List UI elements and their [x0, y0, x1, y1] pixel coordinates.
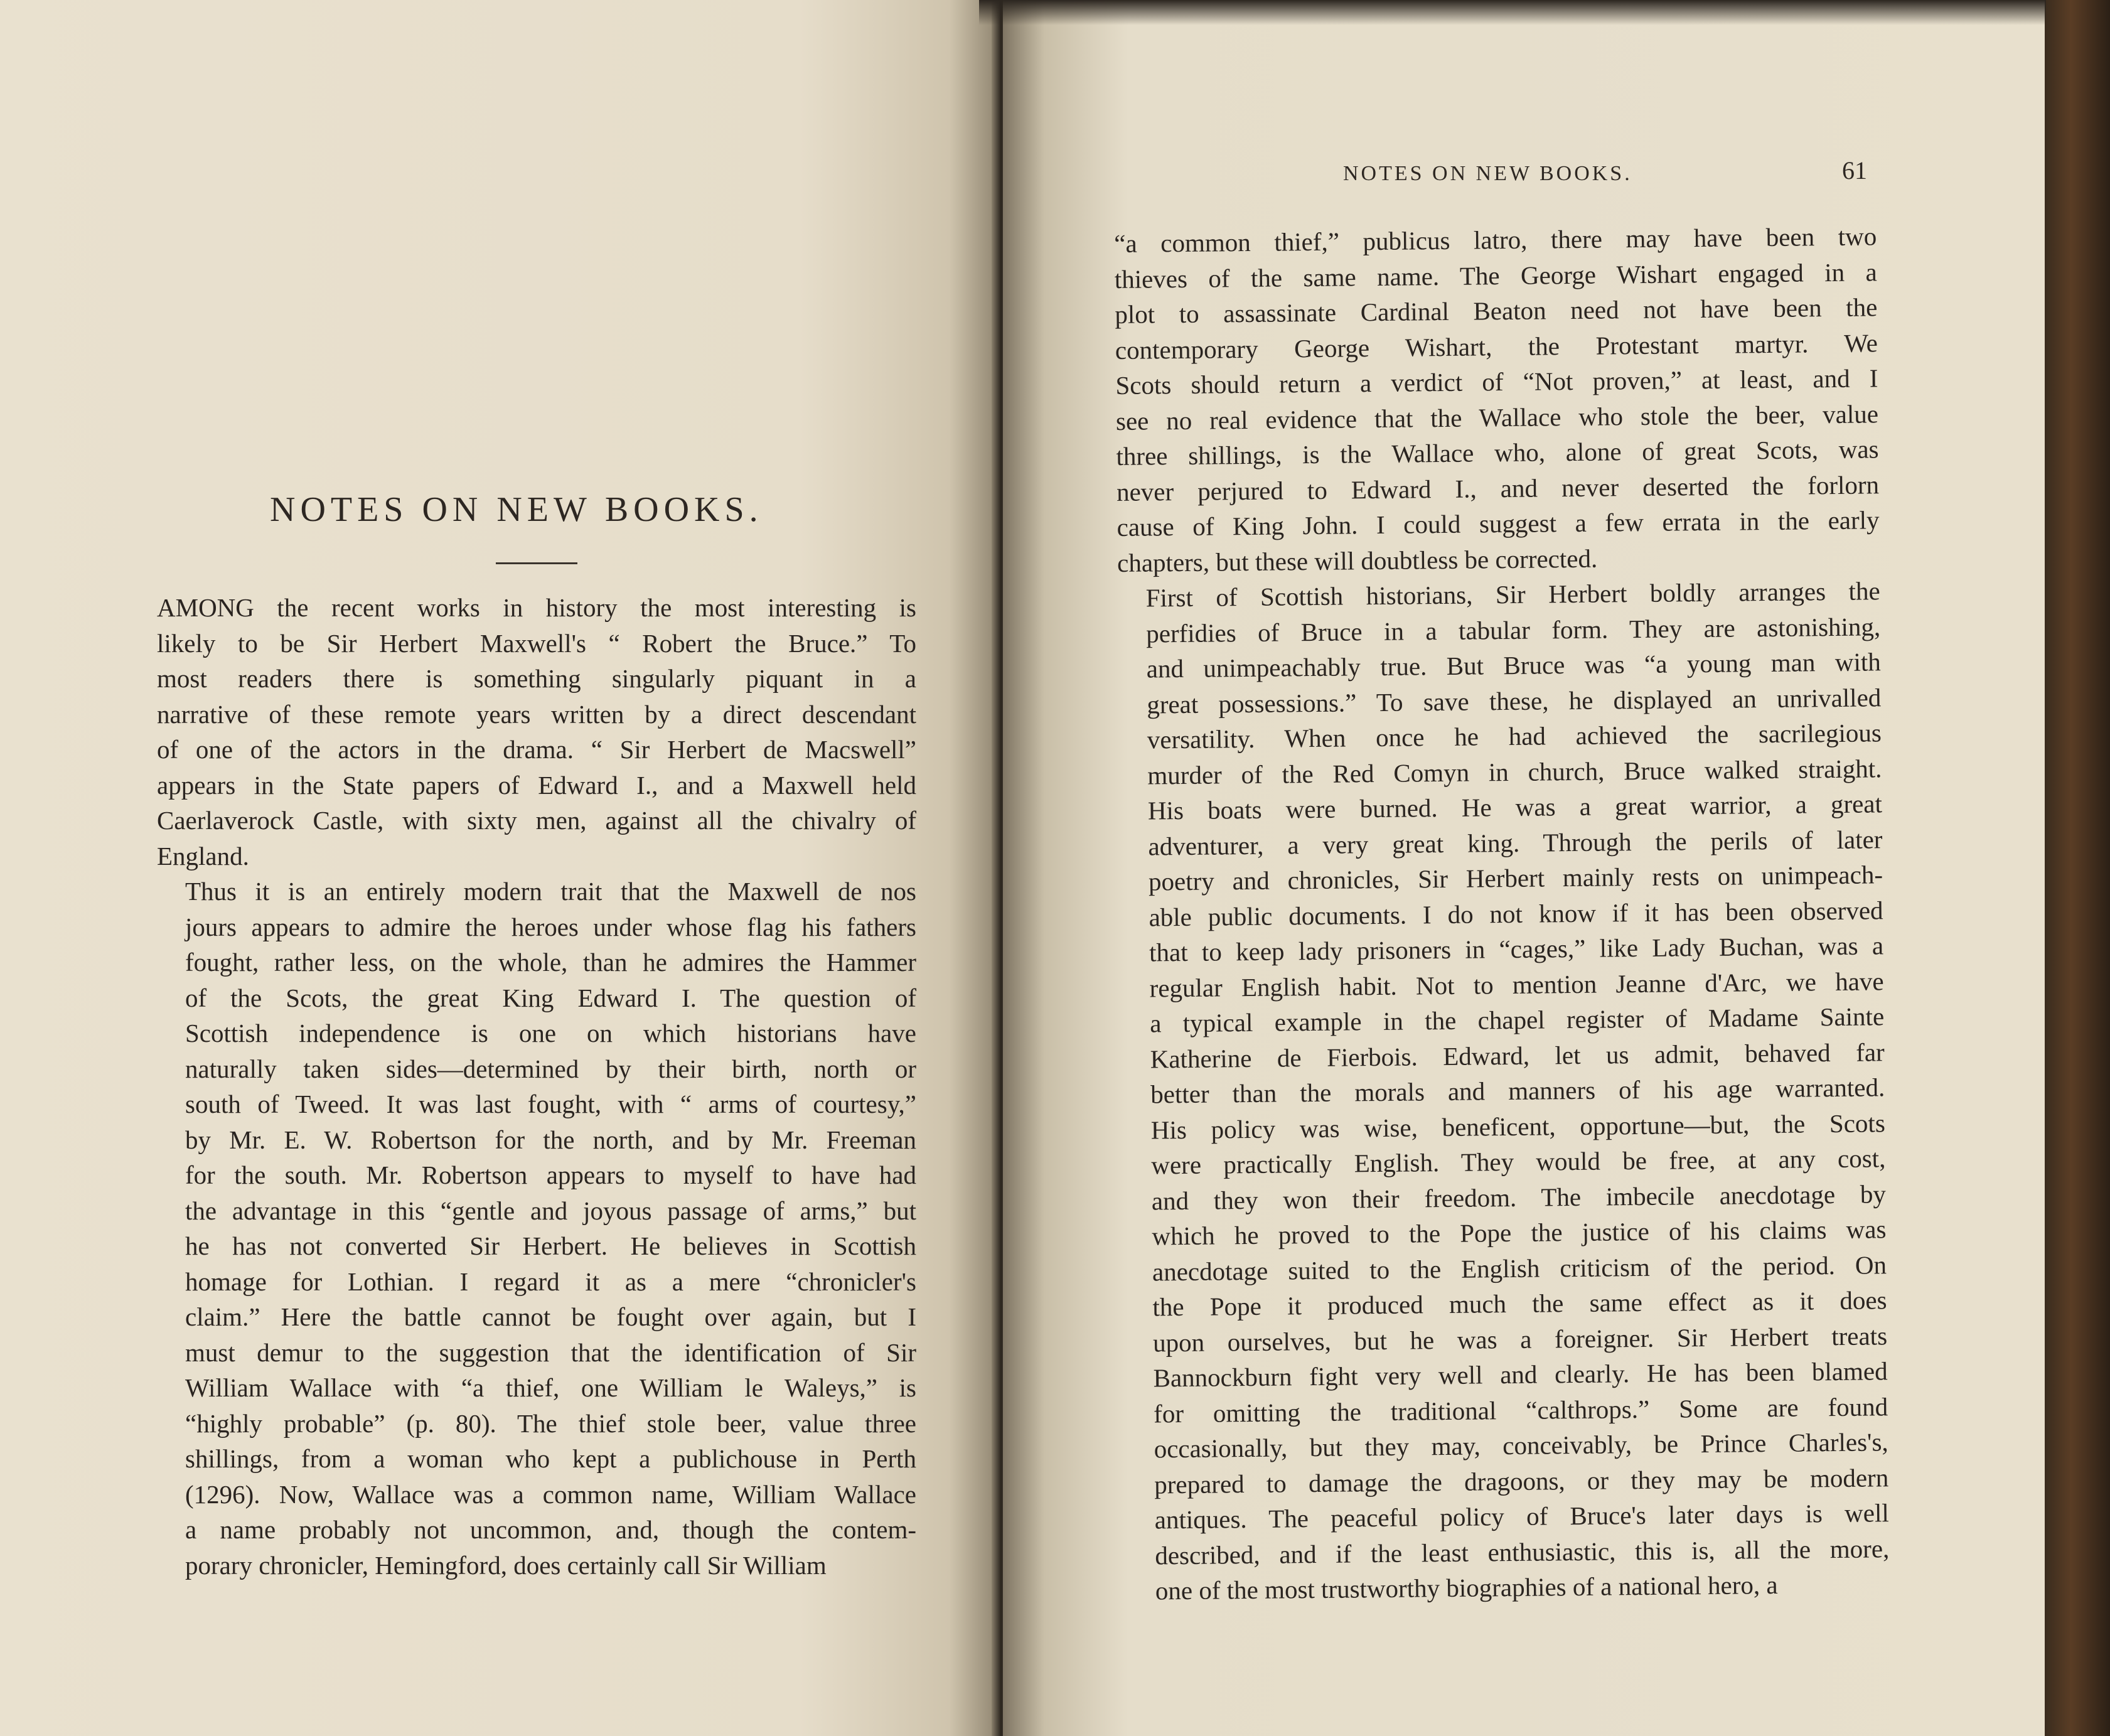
text-line: which he proved to the Pope the justice of his claims was: [1152, 1214, 1887, 1251]
left-paragraph-1: [157, 590, 916, 874]
text-line: must demur to the suggestion that the identification of Sir: [185, 1337, 916, 1367]
text-line: Thus it is an entirely modern trait that the Maxwell de nos: [185, 877, 916, 906]
text-line: by Mr. E. W. Robertson for the north, and by Mr. Freeman: [185, 1125, 916, 1154]
running-head: NOTES ON NEW BOOKS.: [1343, 162, 1632, 185]
left-page-body: [157, 590, 916, 1583]
text-line: for the south. Mr. Robertson appears to myself to have had: [185, 1160, 916, 1189]
text-line: were practically English. They would be free, at any cost,: [1151, 1144, 1886, 1180]
text-line: anecdotage suited to the English criticism of the period. On: [1152, 1250, 1887, 1286]
text-line: contemporary George Wishart, the Protestant martyr. We: [1115, 328, 1878, 365]
text-line: occasionally, but they may, conceivably, be Prince Charles's,: [1154, 1427, 1888, 1464]
text-line: perfidies of Bruce in a tabular form. They are astonishing,: [1146, 611, 1881, 648]
text-line: thieves of the same name. The George Wishart engaged in a: [1114, 257, 1877, 294]
left-paragraph-2: [157, 874, 916, 1583]
book-cover-edge: [2045, 0, 2110, 1736]
text-line: antiques. The peaceful policy of Bruce's later days is well: [1154, 1498, 1889, 1535]
text-line: versatility. When once he had achieved the sacrilegious: [1147, 718, 1882, 754]
right-paragraph-2: [1117, 573, 1890, 1609]
text-line: for omitting the traditional “calthrops.” Some are found: [1153, 1391, 1888, 1428]
text-line: homage for Lothian. I regard it as a mere “chronicler's: [185, 1267, 916, 1296]
text-line: poetry and chronicles, Sir Herbert mainly rests on unimpeach-: [1148, 860, 1883, 896]
text-line: of the Scots, the great King Edward I. The question of: [185, 983, 916, 1012]
text-line: “a common thief,” publicus latro, there may have been two: [1114, 222, 1877, 258]
text-line: and they won their freedom. The imbecile anecdotage by: [1151, 1179, 1887, 1215]
article-title: NOTES ON NEW BOOKS.: [270, 490, 763, 529]
text-line: the advantage in this “gentle and joyous passage of arms,” but: [185, 1196, 916, 1225]
page-top-shadow: [979, 0, 2046, 25]
text-line: cause of King John. I could suggest a few errata in the early: [1117, 505, 1880, 542]
text-line: described, and if the least enthusiastic, this is, all the more,: [1155, 1533, 1890, 1570]
text-line: chapters, but these will doubtless be corrected.: [1117, 544, 1598, 577]
text-line: AMONG the recent works in history the most interesting is: [157, 593, 916, 622]
text-line: narrative of these remote years written by a direct descendant: [157, 699, 916, 729]
text-line: claim.” Here the battle cannot be fought over again, but I: [185, 1302, 916, 1331]
text-line: he has not converted Sir Herbert. He believes in Scottish: [185, 1231, 916, 1260]
text-line: England.: [157, 841, 249, 871]
text-line: never perjured to Edward I., and never deserted the forlorn: [1116, 469, 1880, 506]
text-line: William Wallace with “a thief, one William le Waleys,” is: [185, 1373, 916, 1402]
text-line: His policy was wise, beneficent, opportune—but, the Scots: [1150, 1108, 1885, 1145]
text-line: three shillings, is the Wallace who, alone of great Scots, was: [1116, 434, 1879, 471]
text-line: shillings, from a woman who kept a publichouse in Perth: [185, 1444, 916, 1473]
text-line: adventurer, a very great king. Through the perils of later: [1148, 824, 1883, 861]
text-line: His boats were burned. He was a great warrior, a great: [1147, 789, 1883, 825]
text-line: fought, rather less, on the whole, than he admires the Hammer: [185, 948, 916, 977]
text-line: able public documents. I do not know if it has been observed: [1149, 895, 1883, 932]
text-line: prepared to damage the dragoons, or they may be modern: [1154, 1462, 1889, 1499]
text-line: south of Tweed. It was last fought, with “ arms of courtesy,”: [185, 1090, 916, 1118]
text-line: see no real evidence that the Wallace who stole the beer, value: [1115, 399, 1879, 436]
text-line: one of the most trustworthy biographies of a national hero, a: [1155, 1570, 1778, 1605]
text-line: upon ourselves, but he was a foreigner. Sir Herbert treats: [1152, 1321, 1888, 1357]
text-line: (1296). Now, Wallace was a common name, William Wallace: [185, 1479, 916, 1509]
text-line: jours appears to admire the heroes under whose flag his fathers: [185, 912, 916, 941]
text-line: plot to assassinate Cardinal Beaton need not have been the: [1115, 292, 1878, 329]
text-line: Scots should return a verdict of “Not proven,” at least, and I: [1115, 363, 1878, 400]
text-line: Katherine de Fierbois. Edward, let us admit, behaved far: [1150, 1037, 1885, 1074]
left-page: [0, 0, 999, 1736]
text-line: the Pope it produced much the same effect as it does: [1152, 1285, 1887, 1322]
text-line: most readers there is something singularly piquant in a: [157, 664, 916, 693]
text-line: naturally taken sides—determined by their birth, north or: [185, 1054, 916, 1083]
text-line: “highly probable” (p. 80). The thief stole beer, value three: [185, 1408, 916, 1438]
text-line: and unimpeachably true. But Bruce was “a young man with: [1146, 647, 1881, 683]
text-line: regular English habit. Not to mention Jeanne d'Arc, we have: [1149, 966, 1884, 1003]
right-paragraph-1: [1114, 218, 1880, 581]
text-line: a typical example in the chapel register of Madame Sainte: [1149, 1002, 1885, 1038]
text-line: appears in the State papers of Edward I., and a Maxwell held: [157, 770, 916, 800]
text-line: Bannockburn fight very well and clearly. He has been blamed: [1153, 1356, 1888, 1393]
page-number: 61: [1842, 156, 1867, 185]
text-line: likely to be Sir Herbert Maxwell's “ Robert the Bruce.” To: [157, 628, 916, 658]
text-line: Caerlaverock Castle, with sixty men, against all the chivalry of: [157, 806, 916, 835]
text-line: better than the morals and manners of his age warranted.: [1150, 1073, 1885, 1109]
text-line: a name probably not uncommon, and, though the contem-: [185, 1515, 916, 1544]
text-line: that to keep lady prisoners in “cages,” like Lady Buchan, was a: [1149, 931, 1884, 967]
title-rule: [496, 562, 577, 564]
text-line: great possessions.” To save these, he displayed an unrivalled: [1147, 682, 1882, 719]
text-line: of one of the actors in the drama. “ Sir Herbert de Macswell”: [157, 735, 916, 764]
text-line: First of Scottish historians, Sir Herbert boldly arranges the: [1145, 576, 1880, 613]
text-line: porary chronicler, Hemingford, does certainly call Sir William: [185, 1550, 827, 1580]
right-page-body: [1114, 218, 1890, 1609]
text-line: Scottish independence is one on which historians have: [185, 1019, 916, 1047]
text-line: murder of the Red Comyn in church, Bruce walked straight.: [1147, 753, 1882, 790]
